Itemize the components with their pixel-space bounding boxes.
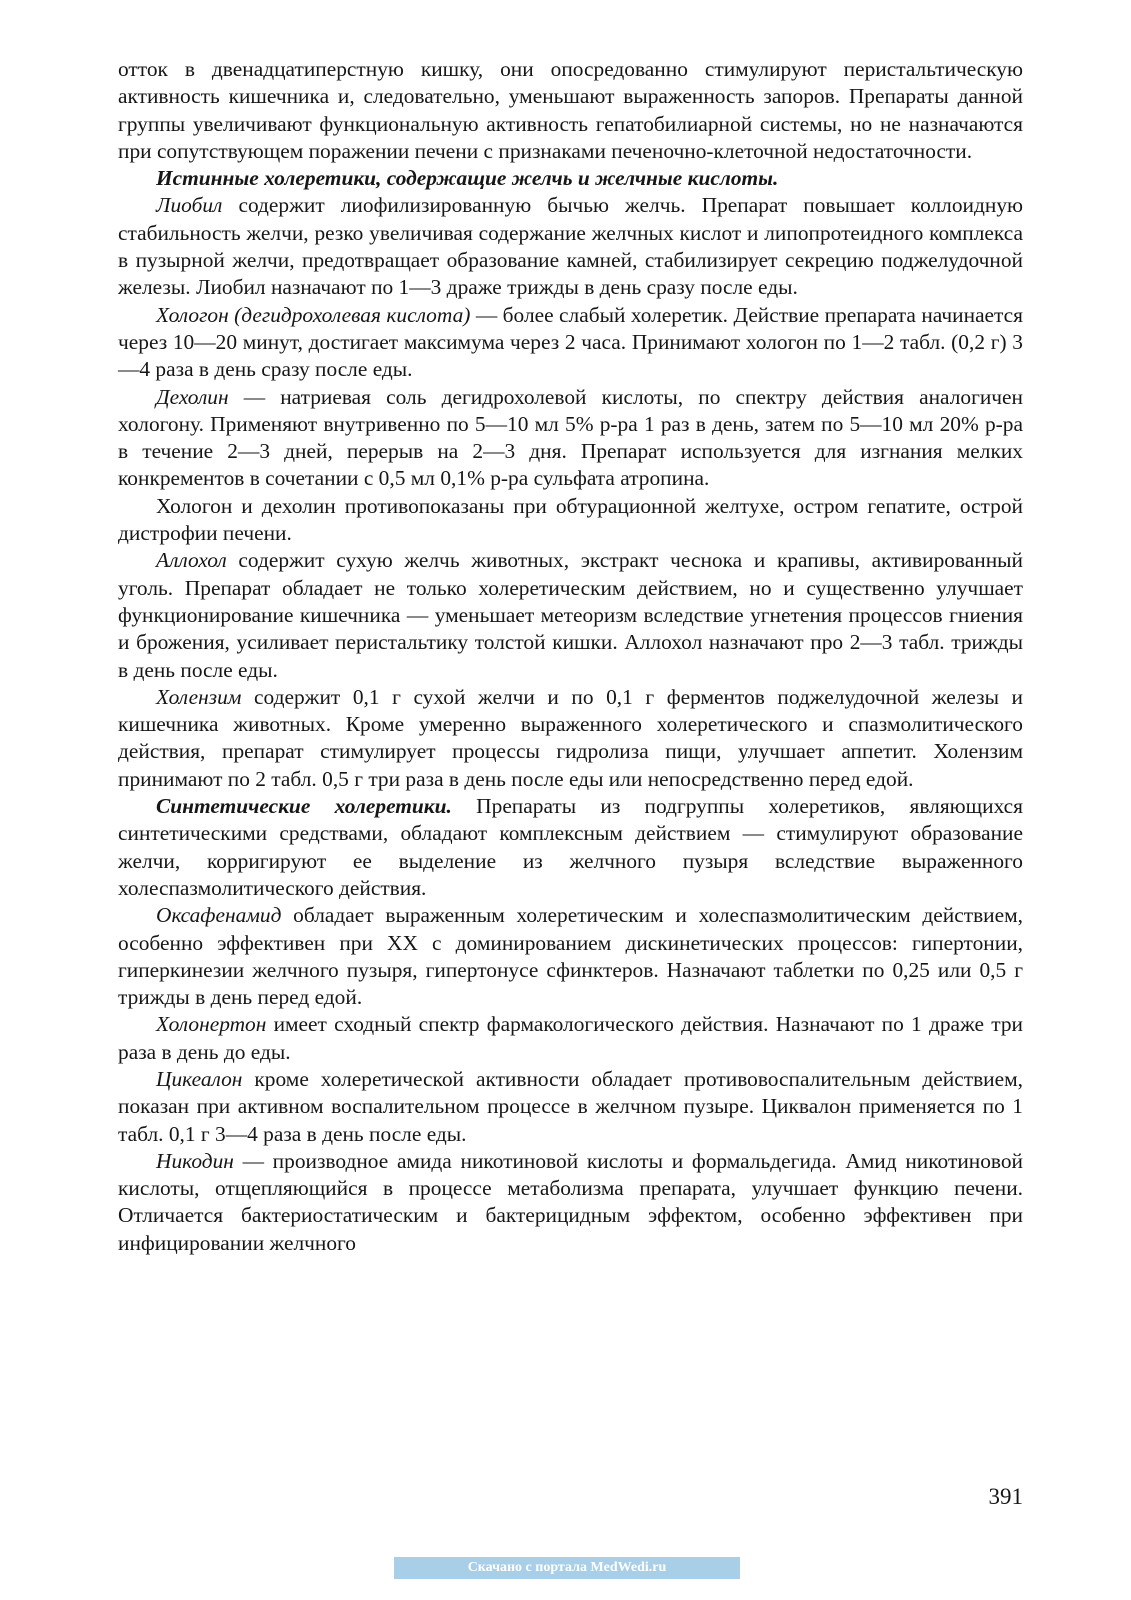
paragraph: [118, 1148, 1023, 1257]
paragraph-body: содержит лиофилизированную бычью желчь. Препарат повышает коллоидную стабильность желчи, резко увеличивая содержание желчных кислот и липопротеидного комплекса в пузырной желчи, предотвращает образование камней, стабилизирует секрецию поджелудочной железы. Лиобил назначают по 1—3 драже трижды в день сразу после еды.: [118, 193, 1023, 300]
paragraph-body: кроме холеретической активности обладает противовоспалительным действием, показан при активном воспалительном процессе в желчном пузыре. Циквалон применяется по 1 табл. 0,1 г 3—4 раза в день после еды.: [118, 1066, 1023, 1146]
drug-name: Аллохол: [156, 548, 227, 573]
page-number: 391: [988, 1484, 1023, 1509]
paragraph-body: Хологон и дехолин противопоказаны при обтурационной желтухе, остром гепатите, острой дистрофии печени.: [118, 493, 1023, 546]
paragraph: [118, 684, 1023, 793]
drug-name: Никодин: [156, 1148, 234, 1173]
paragraph-body: Препараты из подгруппы холеретиков, являющихся синтетическими средствами, обладают комплексным действием — стимулируют образование желчи, корригируют ее выделение из желчного пузыря вследствие выраженного холеспазмолитического действия.: [118, 794, 1023, 900]
paragraph: [118, 493, 1023, 548]
drug-name: Оксафенамид: [156, 903, 282, 928]
drug-name: Дехолин: [156, 384, 229, 409]
paragraph: [118, 902, 1023, 1011]
paragraph: [118, 547, 1023, 683]
paragraph-body: — натриевая соль дегидрохолевой кислоты, по спектру действия аналогичен хологону. Применяют внутривенно по 5—10 мл 5% р-ра 1 раз в день, затем по 5—10 мл 20% р-ра в течение 2—3 дней, перерыв на 2—3 дня. Препарат используется для изгнания мелких конкрементов в сочетании с 0,5 мл 0,1% р-ра сульфата атропина.: [118, 384, 1023, 491]
paragraph-body: имеет сходный спектр фармакологического действия. Назначают по 1 драже три раза в день до еды.: [118, 1012, 1023, 1064]
paragraph-body: обладает выраженным холеретическим и холеспазмолитическим действием, особенно эффективен при ХХ с доминированием дискинетических процессов: гипертонии, гиперкинезии желчного пузыря, гипертонусе сфинктеров. Назначают таблетки по 0,25 или 0,5 г трижды в день перед едой.: [118, 903, 1023, 1010]
drug-name: Цикеалон: [156, 1066, 243, 1091]
paragraph-body: — производное амида никотиновой кислоты и формальдегида. Амид никотиновой кислоты, отщепляющийся в процессе метаболизма препарата, улучшает функцию печени. Отличается бактериостатическим и бактерицидным эффектом, особенно эффективен при инфицировании желчного: [118, 1148, 1023, 1255]
paragraph: [118, 192, 1023, 301]
body-text: [118, 56, 1023, 1257]
paragraph: [118, 1011, 1023, 1066]
section-heading: [118, 165, 1023, 192]
drug-name: Холонертон: [156, 1012, 267, 1037]
paragraph-body: отток в двенадцатиперстную кишку, они опосредованно стимулируют перистальтическую активность кишечника и, следовательно, уменьшают выраженность запоров. Препараты данной группы увеличивают функциональную активность гепатобилиарной системы, но не назначаются при сопутствующем поражении печени с признаками печеночно-клеточной недостаточности.: [118, 57, 1023, 163]
paragraph: [118, 384, 1023, 493]
drug-name: Лиобил: [156, 193, 223, 218]
paragraph: [118, 1066, 1023, 1148]
watermark-banner: Скачано с портала MedWedi.ru: [394, 1557, 740, 1579]
paragraph: [118, 793, 1023, 902]
paragraph: [118, 302, 1023, 384]
paragraph-body: — более слабый холеретик. Действие препарата начинается через 10—20 минут, достигает максимума через 2 часа. Принимают хологон по 1—2 табл. (0,2 г) 3—4 раза в день сразу после еды.: [118, 302, 1023, 382]
drug-name: Холензим: [156, 684, 242, 709]
subsection-heading: Синтетические холеретики.: [156, 794, 452, 819]
paragraph-body: содержит 0,1 г сухой желчи и по 0,1 г ферментов поджелудочной железы и кишечника животных. Кроме умеренно выраженного холеретического и спазмолитического действия, препарат стимулирует процессы гидролиза пищи, улучшает аппетит. Холензим принимают по 2 табл. 0,5 г три раза в день после еды или непосредственно перед едой.: [118, 684, 1023, 791]
section-heading-text: Истинные холеретики, содержащие желчь и желчные кислоты.: [156, 166, 779, 191]
paragraph: [118, 56, 1023, 165]
drug-name: Хологон (дегидрохолевая кислота): [156, 302, 471, 327]
paragraph-body: содержит сухую желчь животных, экстракт чеснока и крапивы, активированный уголь. Препарат обладает не только холеретическим действием, но и существенно улучшает функционирование кишечника — уменьшает метеоризм вследствие угнетения процессов гниения и брожения, усиливает перистальтику толстой кишки. Аллохол назначают про 2—3 табл. трижды в день после еды.: [118, 548, 1023, 682]
